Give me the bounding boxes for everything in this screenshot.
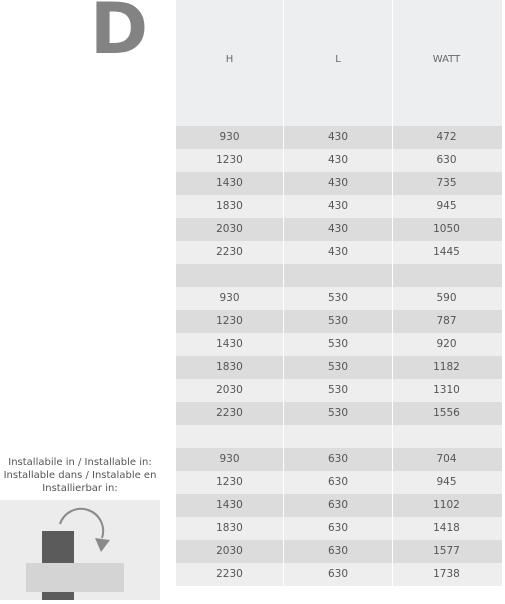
table-row <box>176 333 505 356</box>
cell-l <box>284 264 392 287</box>
table-row <box>176 218 505 241</box>
cell-h: 1830 <box>216 200 243 212</box>
cell-l: 430 <box>327 154 349 166</box>
cell-watt <box>393 264 500 287</box>
cell-h: 930 <box>219 453 240 465</box>
cell-l: 630 <box>327 545 349 557</box>
cell-watt: 787 <box>436 315 457 327</box>
header-h: H <box>225 54 234 65</box>
install-caption-line: Installabile in / Installable in: <box>8 457 152 468</box>
table-row <box>176 517 505 540</box>
table-row <box>176 287 505 310</box>
cell-watt: 1738 <box>433 568 460 580</box>
cell-h: 2230 <box>216 568 243 580</box>
table-row <box>176 195 505 218</box>
cell-watt: 704 <box>436 453 457 465</box>
header-watt: WATT <box>432 54 461 65</box>
cell-l: 430 <box>327 246 349 258</box>
cell-h: 1230 <box>216 315 243 327</box>
install-caption-line: Installable dans / Instalable en <box>3 470 157 481</box>
cell-watt: 945 <box>436 200 457 212</box>
table-body <box>176 126 505 586</box>
cell-l: 530 <box>327 315 349 327</box>
cell-watt: 945 <box>436 476 457 488</box>
cell-h: 930 <box>219 292 240 304</box>
wall-mount-rotation-icon <box>0 500 160 600</box>
table-spacer-row <box>176 425 505 448</box>
table-row <box>176 356 505 379</box>
cell-l: 530 <box>327 338 349 350</box>
cell-l: 630 <box>327 568 349 580</box>
cell-watt: 735 <box>436 177 457 189</box>
cell-l: 530 <box>327 292 349 304</box>
cell-l <box>284 425 392 448</box>
table-row <box>176 126 505 149</box>
table-row <box>176 540 505 563</box>
table-header <box>176 0 505 126</box>
cell-watt: 1577 <box>433 545 460 557</box>
table-row <box>176 310 505 333</box>
cell-watt: 1102 <box>433 499 460 511</box>
rotation-arrowhead-icon <box>95 538 110 552</box>
cell-watt: 472 <box>436 131 457 143</box>
section-letter: D <box>90 0 149 70</box>
dimensions-table <box>176 0 505 590</box>
table-row <box>176 149 505 172</box>
cell-l: 630 <box>327 522 349 534</box>
install-caption-line: Installierbar in: <box>42 483 118 494</box>
table-row <box>176 172 505 195</box>
cell-watt: 920 <box>436 338 457 350</box>
cell-l: 630 <box>327 476 349 488</box>
column-divider <box>283 0 284 590</box>
cell-h <box>176 264 283 287</box>
install-panel <box>0 500 160 600</box>
cell-l: 430 <box>327 223 349 235</box>
cell-l: 630 <box>327 499 349 511</box>
cell-h: 2230 <box>216 246 243 258</box>
cell-h: 930 <box>219 131 240 143</box>
cell-l: 530 <box>327 384 349 396</box>
cell-l: 430 <box>327 200 349 212</box>
cell-h: 2030 <box>216 545 243 557</box>
cell-h: 2230 <box>216 407 243 419</box>
table-row <box>176 402 505 425</box>
table-row <box>176 494 505 517</box>
table-spacer-row <box>176 264 505 287</box>
table-row <box>176 448 505 471</box>
cell-l: 430 <box>327 177 349 189</box>
cell-watt: 590 <box>436 292 457 304</box>
cell-h <box>176 425 283 448</box>
cell-h: 1230 <box>216 476 243 488</box>
wall-plate <box>26 563 124 592</box>
cell-watt: 1445 <box>433 246 460 258</box>
cell-watt: 1182 <box>433 361 460 373</box>
table-row <box>176 471 505 494</box>
cell-l: 630 <box>327 453 349 465</box>
cell-watt: 1050 <box>433 223 460 235</box>
cell-l: 530 <box>327 361 349 373</box>
cell-h: 1430 <box>216 177 243 189</box>
cell-h: 1430 <box>216 499 243 511</box>
cell-l: 530 <box>327 407 349 419</box>
cell-h: 1830 <box>216 522 243 534</box>
cell-h: 2030 <box>216 384 243 396</box>
table-row <box>176 241 505 264</box>
column-divider <box>392 0 393 590</box>
table-row <box>176 563 505 586</box>
cell-watt: 1310 <box>433 384 460 396</box>
cell-h: 1830 <box>216 361 243 373</box>
header-l: L <box>335 54 341 65</box>
cell-watt: 630 <box>436 154 457 166</box>
cell-h: 1430 <box>216 338 243 350</box>
cell-watt <box>393 425 500 448</box>
cell-watt: 1418 <box>433 522 460 534</box>
cell-l: 430 <box>327 131 349 143</box>
install-caption <box>0 456 160 495</box>
cell-h: 2030 <box>216 223 243 235</box>
table-row <box>176 379 505 402</box>
cell-h: 1230 <box>216 154 243 166</box>
cell-watt: 1556 <box>433 407 460 419</box>
